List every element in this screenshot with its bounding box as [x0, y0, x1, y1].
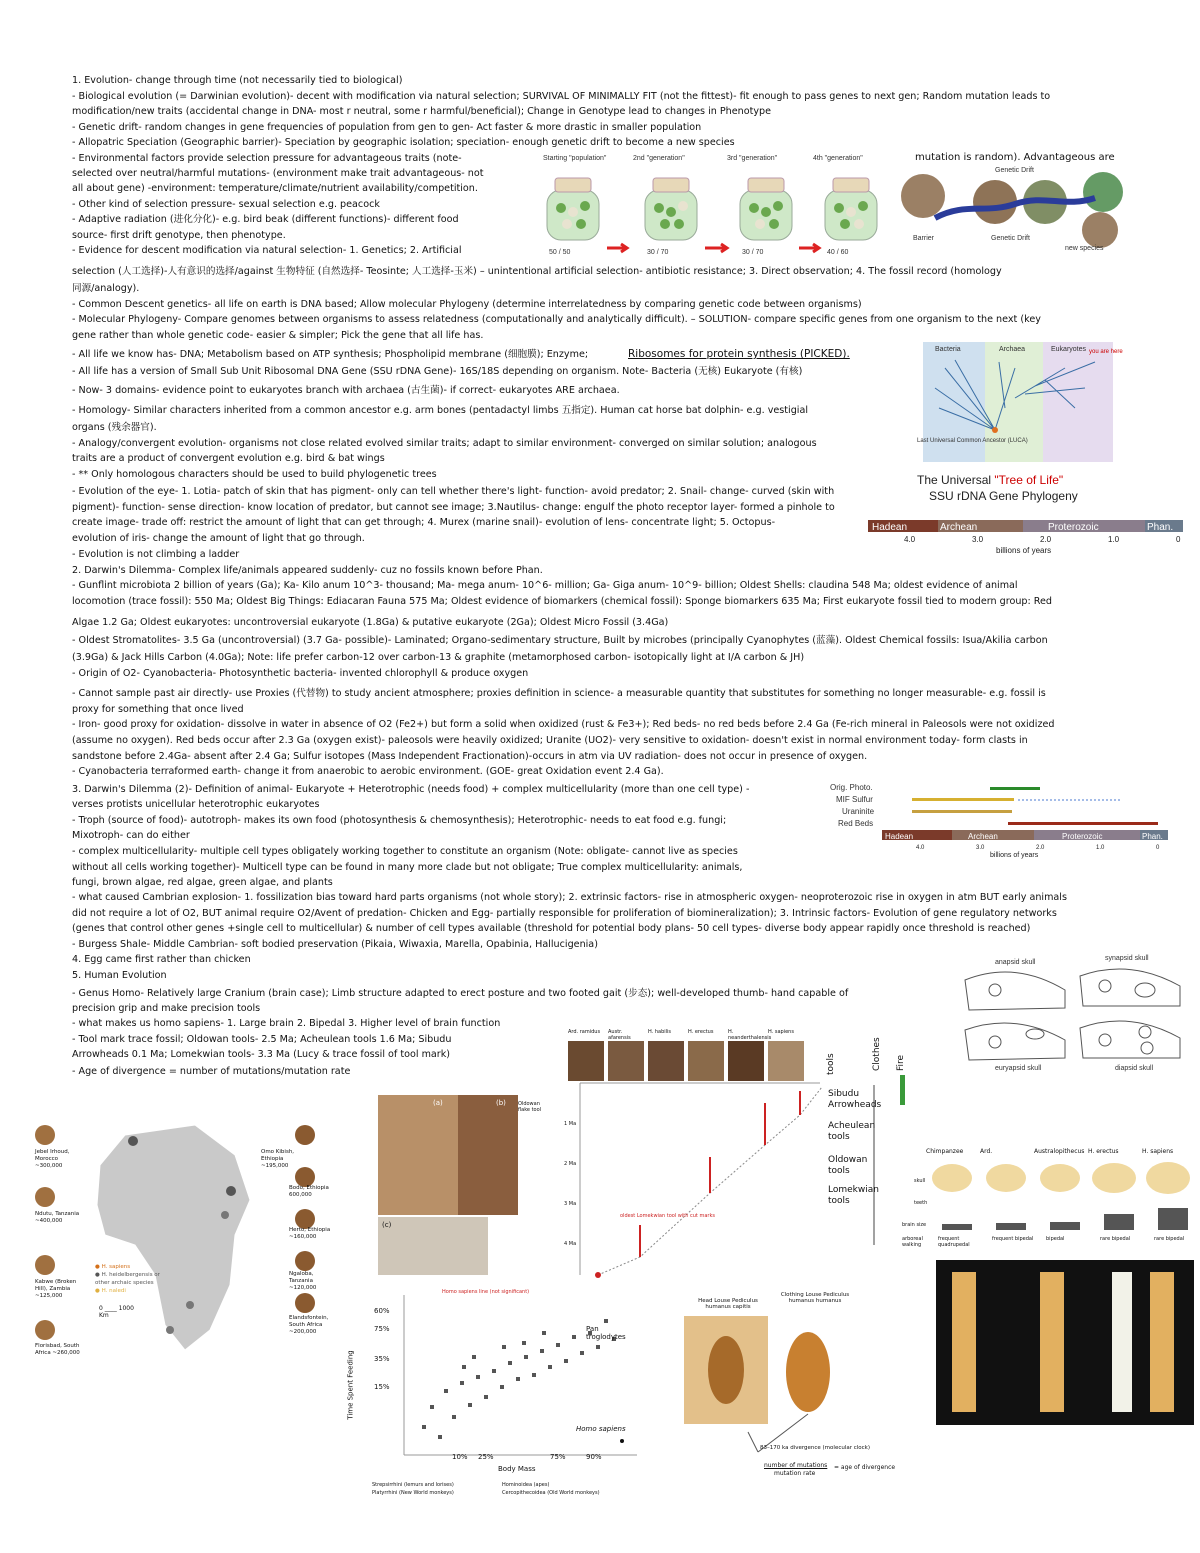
feeding-point: [502, 1345, 506, 1349]
note-line: - Iron- good proxy for oxidation- dissolve in water in absence of O2 (Fe2+) but form a solid when oxidized (rust & Fe3+); Red beds- no red beds before 2.4 Ga (Fe-rich mineral in Paleosols were not oxidized: [72, 719, 1055, 730]
feeding-xtick-4: 90%: [586, 1453, 602, 1461]
side-label-clothes: Clothes: [872, 1037, 882, 1071]
feeding-point: [548, 1365, 552, 1369]
lice-head-label: Head Louse Pediculus humanus capitis: [698, 1298, 758, 1310]
compare-col-1: Chimpanzee: [926, 1148, 964, 1155]
note-line: - Adaptive radiation (进化分化)- e.g. bird beak (different functions)- different food: [72, 214, 459, 225]
feeding-point: [468, 1403, 472, 1407]
note-line: Arrowheads 0.1 Ma; Lomekwian tools- 3.3 Ma (Lucy & trace fossil of tool mark): [72, 1049, 451, 1060]
drift-label-3: 3rd "generation": [727, 155, 778, 162]
feeding-point: [556, 1343, 560, 1347]
note-line: pigment)- function- sense direction- know location of predator, but cannot see image; 3.Nautilus- change: engulf the photo receptor layer- formed a pinhole to: [72, 502, 835, 513]
feeding-point: [438, 1435, 442, 1439]
compare-col-3: Australopithecus: [1034, 1148, 1085, 1155]
feeding-ytick-2: 75%: [374, 1325, 390, 1333]
t1-axis-label: billions of years: [996, 546, 1052, 555]
feeding-point: [452, 1415, 456, 1419]
note-line: - Analogy/convergent evolution- organisms not close related evolved similar traits; adapt to similar environment- converged on similar solution; analogous: [72, 438, 817, 449]
note-line: selected over neutral/harmful mutations- (environment make trait advantageous- not: [72, 168, 484, 179]
feeding-point: [508, 1361, 512, 1365]
feeding-point: [460, 1381, 464, 1385]
t1-tick-3: 3.0: [972, 535, 984, 544]
arrow-3: [799, 244, 819, 252]
map-site-1: Jebel Irhoud, Morocco ~300,000: [35, 1149, 70, 1169]
tool-ytick-2: 2 Ma: [564, 1161, 577, 1167]
note-line: did not require a lot of O2, BUT animal require O2/Avent of predation- Chicken and Egg- partially responsible for proliferation of biomineralization); 3. Intrinsic factors- Evolution of gene regulatory networks: [72, 908, 1057, 919]
note-line: sandstone before 2.4Ga- absent after 2.4 Ga; Sulfur isotopes (Mass Independent Fractionation)-occurs in atm via UV radiation- does not occur in presence of oxygen.: [72, 751, 868, 762]
feeding-point: [524, 1355, 528, 1359]
tool-label-1: Sibudu Arrowheads: [828, 1089, 882, 1110]
note-line: - Gunflint microbiota 2 billion of years (Ga); Ka- Kilo anum 10^3- thousand; Ma- mega anum- 10^6- million; Ga- Giga anum- 10^9- billion; Oldest Shells: claudina 548 Ma; oldest evidence of animal: [72, 580, 1018, 591]
note-line: selection (人工选择)-人有意识的选择/against 生物特征 (自然选择- Teosinte; 人工选择-玉米) – unintentional artificial selection- antibiotic resistance; 3. Direct observation; 4. The fossil record (homology: [72, 266, 1002, 277]
jar-4: [825, 178, 877, 240]
feeding-homo-label: Homo sapiens: [576, 1425, 626, 1433]
note-line: - what makes us homo sapiens- 1. Large brain 2. Bipedal 3. Higher level of brain function: [72, 1018, 501, 1029]
drift-count-2: 30 / 70: [647, 249, 669, 256]
feeding-point: [532, 1373, 536, 1377]
tree-title: The Universal "Tree of Life": [917, 473, 1064, 487]
feeding-point: [484, 1395, 488, 1399]
feeding-point: [572, 1335, 576, 1339]
t2-tick-4: 4.0: [916, 845, 925, 851]
compare-row-2: teeth: [914, 1200, 928, 1206]
note-line: - ** Only homologous characters should be used to build phylogenetic trees: [72, 469, 437, 480]
t2-tick-1: 1.0: [1096, 845, 1105, 851]
compare-row-3: brain size: [902, 1222, 927, 1228]
feeding-point: [430, 1405, 434, 1409]
lice-divergence-figure: [678, 1292, 928, 1482]
note-line: - Molecular Phylogeny- Compare genomes between organisms to assess relatedness (computationally and analytically difficult). – SOLUTION- compare specific genes from one organism to the next (key: [72, 314, 1041, 325]
map-site-5: Omo Kibish, Ethiopia ~195,000: [261, 1149, 295, 1169]
tree-domain-eukaryotes: Eukaryotes: [1051, 346, 1087, 353]
feeding-point: [596, 1345, 600, 1349]
tool-label-2: Acheulean tools: [828, 1121, 876, 1142]
note-line: - Cannot sample past air directly- use Proxies (代替物) to study ancient atmosphere; proxies definition in science- a measurable quantity that substitutes for something no longer measurable- e.g. fossil is: [72, 688, 1046, 699]
map-site-7: Herto, Ethiopia ~160,000: [289, 1227, 331, 1240]
bar-mif: [912, 798, 1014, 801]
spec-label-2: Barrier: [913, 235, 935, 242]
eon-timeline-2: [830, 782, 1175, 862]
bar-photo: [990, 787, 1040, 790]
note-line: traits are a product of convergent evolution e.g. bird & bat wings: [72, 453, 385, 464]
feeding-point: [604, 1319, 608, 1323]
hom-name-4: H. erectus: [688, 1029, 714, 1035]
tool-ytick-1: 1 Ma: [564, 1121, 577, 1127]
note-line: - All life has a version of Small Sub Unit Ribosomal DNA Gene (SSU rDNA Gene)- 16S/18S depending on organism. Note- Bacteria (无核) Eukaryote (有核): [72, 366, 803, 377]
photo-label-a: (a): [433, 1099, 443, 1107]
feeding-point: [476, 1375, 480, 1379]
note-line: - Evidence for descent modification via natural selection- 1. Genetics; 2. Artificial: [72, 245, 462, 256]
map-site-9: Elandsfontein, South Africa ~200,000: [289, 1315, 329, 1335]
note-line: - Biological evolution (= Darwinian evolution)- decent with modification via natural selection; SURVIVAL OF MINIMALLY FIT (not the fittest)- fit enough to pass genes to next gen; Random mutation leads to: [72, 91, 1051, 102]
genetic-drift-figure: [535, 150, 885, 260]
compare-loco-4: rare bipedal: [1100, 1236, 1131, 1242]
arrow-1: [607, 244, 627, 252]
map-legend-2: ● H. heidelbergensis or other archaic species: [95, 1272, 160, 1286]
note-line: - Oldest Stromatolites- 3.5 Ga (uncontroversial) (3.7 Ga- possible)- Laminated; Organo-sedimentary structure, Built by microbes (principally Cyanophytes (蓝藻). Oldest Chemical fossils: Isua/Akilia carbon: [72, 635, 1048, 646]
feeding-point: [422, 1425, 426, 1429]
compare-col-4: H. erectus: [1088, 1148, 1119, 1155]
note-line: locomotion (trace fossil): 550 Ma; Oldest Big Things: Ediacaran Fauna 575 Ma; Oldest evidence of biomarkers (chemical fossil): Sponge biomarkers 635 Ma; First eukaryote fossil tied to modern group: Red: [72, 596, 1053, 607]
t2-row-photo: Orig. Photo.: [830, 783, 873, 792]
feeding-xtick-1: 10%: [452, 1453, 468, 1461]
compare-loco-5: rare bipedal: [1154, 1236, 1185, 1242]
euryapsid-skull: [965, 1023, 1065, 1060]
spec-label-4: new species: [1065, 245, 1104, 252]
spec-label-1: Genetic Drift: [995, 167, 1034, 174]
feeding-note: Homo sapiens line (not significant): [442, 1289, 530, 1295]
note-line: 1. Evolution- change through time (not necessarily tied to biological): [72, 75, 403, 86]
map-site-2: Ndutu, Tanzania ~400,000: [35, 1211, 80, 1224]
tree-domain-archaea: Archaea: [999, 346, 1026, 353]
note-line: Mixotroph- can do either: [72, 830, 190, 841]
note-line: - Origin of O2- Cyanobacteria- Photosynthetic bacteria- invented chlorophyll & produce oxygen: [72, 668, 529, 679]
tool-ytick-4: 4 Ma: [564, 1241, 577, 1247]
feeding-point: [462, 1365, 466, 1369]
lice-clothing-label: Clothing Louse Pediculus humanus humanus: [780, 1292, 850, 1304]
t1-eon-archean: Archean: [940, 522, 978, 533]
homo-sapiens-point: [620, 1439, 624, 1443]
feeding-point: [540, 1349, 544, 1353]
jar-3: [740, 178, 792, 240]
note-line: - Tool mark trace fossil; Oldowan tools- 2.5 Ma; Acheulean tools 1.6 Ma; Sibudu: [72, 1034, 452, 1045]
note-line: - Genetic drift- random changes in gene frequencies of population from gen to gen- Act faster & more drastic in smaller population: [72, 122, 702, 133]
note-line: precision grip and make precision tools: [72, 1003, 261, 1014]
photo-label-c: (c): [382, 1221, 392, 1229]
note-line: - Evolution is not climbing a ladder: [72, 549, 240, 560]
bar-uraninite: [912, 810, 1012, 813]
note-line: verses protists unicellular heterotrophic eukaryotes: [72, 799, 320, 810]
arrow-2: [705, 244, 727, 252]
speciation-caption: mutation is random). Advantageous are: [915, 152, 1115, 163]
drift-label-2: 2nd "generation": [633, 155, 685, 162]
note-line: - Environmental factors provide selection pressure for advantageous traits (note-: [72, 153, 462, 164]
tool-ytick-3: 3 Ma: [564, 1201, 577, 1207]
t1-eon-phan: Phan.: [1147, 522, 1174, 533]
note-line: - Troph (source of food)- autotroph- makes its own food (photosynthesis & chemosynthesis); Heterotrophic- needs to eat food e.g. fungi;: [72, 815, 727, 826]
feeding-point: [542, 1331, 546, 1335]
side-label-fire: Fire: [896, 1054, 906, 1071]
africa-fossil-map: [35, 1125, 335, 1365]
map-site-4: Florisbad, South Africa ~260,000: [35, 1343, 80, 1356]
note-line: all about gene) -environment: temperature/climate/nutrient availability/competition.: [72, 183, 478, 194]
feeding-legend-3: Platyrrhini (New World monkeys): [372, 1490, 454, 1496]
t2-eon-archean: Archean: [968, 832, 998, 841]
note-line: - Burgess Shale- Middle Cambrian- soft bodied preservation (Pikaia, Wiwaxia, Marella, Opabinia, Hallucigenia): [72, 939, 598, 950]
t1-tick-0: 0: [1176, 535, 1181, 544]
tree-of-life-figure: [915, 338, 1125, 508]
tool-note: oldest Lomekwian tool with cut marks: [620, 1213, 715, 1219]
feeding-point: [472, 1355, 476, 1359]
drift-label-4: 4th "generation": [813, 155, 863, 162]
feeding-legend: [372, 1481, 632, 1497]
compare-loco-3: bipedal: [1046, 1236, 1065, 1242]
compare-col-2: Ard.: [980, 1148, 993, 1155]
note-line: Algae 1.2 Ga; Oldest eukaryotes: uncontroversial eukaryote (1.8Ga) & putative eukaryote (2Ga); Oldest Micro Fossil (3.4Ga): [72, 617, 669, 628]
tool-timeline-figure: [560, 1025, 920, 1285]
note-line: modification/new traits (accidental change in DNA- most r neutral, some r harmful/beneficial); Change in Genotype lead to changes in Phenotype: [72, 106, 772, 117]
skull-label-anapsid: anapsid skull: [995, 959, 1036, 966]
lice-divergence: 83–170 ka divergence (molecular clock): [760, 1445, 871, 1451]
drift-count-3: 30 / 70: [742, 249, 764, 256]
feeding-xlabel: Body Mass: [498, 1465, 536, 1473]
note-line: - Genus Homo- Relatively large Cranium (brain case); Limb structure adapted to erect posture and two footed gait (步态); well-developed thumb- hand capable of: [72, 988, 849, 999]
feeding-xtick-3: 75%: [550, 1453, 566, 1461]
note-line: fungi, brown algae, red algae, green algae, and plants: [72, 877, 333, 888]
skull-label-synapsid: synapsid skull: [1105, 955, 1149, 962]
photo-label-b: (b): [496, 1099, 506, 1107]
note-line: evolution of iris- change the amount of light that go through.: [72, 533, 365, 544]
skull-comparison-figure: [900, 1148, 1195, 1428]
skull-label-diapsid: diapsid skull: [1115, 1065, 1154, 1072]
feeding-legend-4: Cercopithecoidea (Old World monkeys): [502, 1490, 600, 1496]
feeding-ytick-3: 35%: [374, 1355, 390, 1363]
compare-loco-2: frequent bipedal: [992, 1236, 1034, 1242]
feeding-legend-1: Strepsirrhini (lemurs and lorises): [372, 1482, 454, 1488]
hom-name-5: H. neanderthalensis: [728, 1029, 772, 1041]
diapsid-skull: [1080, 1021, 1180, 1058]
note-line: 2. Darwin's Dilemma- Complex life/animals appeared suddenly- cuz no fossils known before Phan.: [72, 565, 543, 576]
note-line: 3. Darwin's Dilemma (2)- Definition of animal- Eukaryote + Heterotrophic (needs food) + complex multicellularity (more than one cell type) -: [72, 784, 750, 795]
t1-tick-2: 2.0: [1040, 535, 1052, 544]
feeding-ylabel: Time Spent Feeding: [346, 1350, 355, 1420]
spec-label-3: Genetic Drift: [991, 235, 1030, 242]
note-line: organs (残余器官).: [72, 422, 157, 433]
note-line: - All life we know has- DNA; Metabolism based on ATP synthesis; Phospholipid membrane (细胞膜); Enzyme;: [72, 349, 589, 360]
photo-caption: Oldowan flake tool: [518, 1101, 542, 1113]
tree-subtitle: SSU rDNA Gene Phylogeny: [929, 489, 1078, 503]
note-line: (assume no oxygen). Red beds occur after 2.3 Ga (oxygen exist)- paleosols were heavily oxidized; Uranite (UO2)- very sensitive to oxidation- doesn't exist in normal environment today- form clasts in: [72, 735, 1028, 746]
note-line: - Evolution of the eye- 1. Lotia- patch of skin that has pigment- only can tell whether there's light- function- avoid predator; 2. Snail- change- curved (skin with: [72, 486, 835, 497]
t1-tick-4: 4.0: [904, 535, 916, 544]
feeding-point: [492, 1369, 496, 1373]
note-line: gene rather than whole genetic code- easier & simpler; Pick the gene that all life has.: [72, 330, 484, 341]
note-line: - Cyanobacteria terraformed earth- change it from anaerobic to aerobic environment. (GOE- great Oxidation event 2.4 Ga).: [72, 766, 664, 777]
tree-domain-bacteria: Bacteria: [935, 346, 961, 353]
feeding-point: [516, 1377, 520, 1381]
note-line: 4. Egg came first rather than chicken: [72, 954, 251, 965]
note-line: - Common Descent genetics- all life on earth is DNA based; Allow molecular Phylogeny (determine interrelatedness by comparing genetic code between organisms): [72, 299, 862, 310]
fossil-photo-panel: [378, 1095, 548, 1275]
drift-label-1: Starting "population": [543, 155, 607, 162]
skull-label-euryapsid: euryapsid skull: [995, 1065, 1042, 1072]
note-line: 5. Human Evolution: [72, 970, 167, 981]
synapsid-skull: [1080, 969, 1180, 1006]
feeding-legend-2: Hominoidea (apes): [502, 1482, 550, 1488]
map-site-6: Bodo, Ethiopia 600,000: [289, 1185, 329, 1198]
compare-row-4: arboreal walking: [902, 1236, 923, 1248]
hom-name-1: Ard. ramidus: [568, 1029, 601, 1035]
feeding-ytick-4: 15%: [374, 1383, 390, 1391]
feeding-point: [500, 1385, 504, 1389]
compare-row-1: skull: [914, 1178, 926, 1184]
tree-luca-label: Last Universal Common Ancestor (LUCA): [917, 438, 1028, 444]
t2-tick-3: 3.0: [976, 845, 985, 851]
map-site-3: Kabwe (Broken Hill), Zambia ~125,000: [35, 1279, 77, 1299]
note-line: 同源/analogy).: [72, 283, 140, 294]
t2-axis-label: billions of years: [990, 852, 1039, 859]
ribosome-note: Ribosomes for protein synthesis (PICKED).: [628, 348, 850, 360]
bar-redbeds: [1008, 822, 1158, 825]
note-line: (genes that control other genes +single cell to multicellular) & number of cell types available (threshold for potential body plans- 50 cell types- diverse body appear rapidly once threshold is reached): [72, 923, 1031, 934]
map-legend-3: ● H. naledi: [95, 1288, 126, 1294]
eon-timeline-1: [868, 518, 1188, 558]
t2-row-uraninite: Uraninite: [842, 807, 875, 816]
feeding-pan-label: Pan troglodytes: [586, 1325, 626, 1341]
t2-tick-2: 2.0: [1036, 845, 1045, 851]
note-line: - Homology- Similar characters inherited from a common ancestor e.g. arm bones (pentadactyl limbs 五指定). Human cat horse bat dolphin- e.g. vestigial: [72, 405, 808, 416]
feeding-time-chart: [346, 1285, 642, 1505]
anapsid-skull: [965, 972, 1065, 1010]
note-line: (3.9Ga) & Jack Hills Carbon (4.0Ga); Note: life prefer carbon-12 over carbon-13 & graphite (metamorphosed carbon- isotopically light at I/A carbon & JH): [72, 652, 805, 663]
note-line: create image- trade off: restrict the amount of light that can get through; 4. Murex (marine snail)- evolution of lens- concentrate light; 5. Octopus-: [72, 517, 776, 528]
drift-count-1: 50 / 50: [549, 249, 571, 256]
t1-eon-proterozoic: Proterozoic: [1048, 522, 1099, 533]
tool-label-4: Lomekwian tools: [828, 1185, 879, 1206]
t2-tick-0: 0: [1156, 845, 1160, 851]
map-scale: 0 ____ 1000 Km: [99, 1305, 134, 1319]
luca-dot: [992, 427, 998, 433]
drift-count-4: 40 / 60: [827, 249, 849, 256]
feeding-point: [580, 1351, 584, 1355]
speciation-figure: [895, 162, 1135, 252]
note-line: source- first drift genotype, then phenotype.: [72, 230, 286, 241]
map-site-8: Ngaloba, Tanzania ~120,000: [289, 1271, 317, 1291]
hom-name-2: Austr. afarensis: [608, 1029, 631, 1041]
compare-col-5: H. sapiens: [1142, 1148, 1174, 1155]
jar-1: [547, 178, 599, 240]
note-line: - Now- 3 domains- evidence point to eukaryotes branch with archaea (古生菌)- if correct- eukaryotes ARE archaea.: [72, 385, 620, 396]
t2-eon-hadean: Hadean: [885, 832, 914, 841]
feeding-ytick-1: 60%: [374, 1307, 390, 1315]
t2-row-mif: MIF Sulfur: [836, 795, 873, 804]
t1-eon-hadean: Hadean: [872, 522, 908, 533]
jar-2: [645, 178, 697, 240]
lice-formula-eq: = age of divergence: [834, 1464, 896, 1471]
compare-loco-1: frequent quadrupedal: [938, 1236, 970, 1248]
map-legend-1: ● H. sapiens: [95, 1264, 131, 1270]
tool-label-3: Oldowan tools: [828, 1155, 868, 1176]
lice-formula-num: number of mutations: [764, 1462, 828, 1469]
map-legend: [95, 1263, 165, 1295]
hom-name-6: H. sapiens: [768, 1029, 794, 1035]
hom-name-3: H. habilis: [648, 1029, 672, 1035]
t1-tick-1: 1.0: [1108, 535, 1120, 544]
t2-eon-proterozoic: Proterozoic: [1062, 832, 1103, 841]
note-line: - complex multicellularity- multiple cell types obligately working together to constitute an organism (Note: obligate- cannot live as species: [72, 846, 738, 857]
note-line: - Allopatric Speciation (Geographic barrier)- Speciation by geographic isolation; speciation- enough genetic drift to become a new species: [72, 137, 735, 148]
tree-you-are-here: you are here: [1089, 349, 1123, 355]
luca-label-block: [917, 438, 1028, 444]
side-label-tools: tools: [826, 1053, 836, 1075]
feeding-point: [564, 1359, 568, 1363]
t2-row-redbeds: Red Beds: [838, 819, 874, 828]
note-line: - Age of divergence = number of mutations/mutation rate: [72, 1066, 351, 1077]
feeding-point: [522, 1341, 526, 1345]
note-line: - what caused Cambrian explosion- 1. fossilization bias toward hard parts organisms (not whole story); 2. extrinsic factors- rise in atmospheric oxygen- neoproterozoic rise in oxygen in atm BUT early animals: [72, 892, 1067, 903]
photo-b: [458, 1095, 518, 1215]
note-line: - Other kind of selection pressure- sexual selection e.g. peacock: [72, 199, 380, 210]
skull-types-figure: [955, 950, 1195, 1075]
feeding-xtick-2: 25%: [478, 1453, 494, 1461]
t2-eon-phan: Phan.: [1142, 832, 1163, 841]
note-line: without all cells working together)- Multicell type can be found in many more clade but not obligate; True complex multicellularity: animals,: [72, 862, 743, 873]
feeding-point: [444, 1389, 448, 1393]
photo-c: [378, 1217, 488, 1275]
note-line: proxy for something that once lived: [72, 704, 244, 715]
lice-formula-den: mutation rate: [774, 1470, 816, 1477]
